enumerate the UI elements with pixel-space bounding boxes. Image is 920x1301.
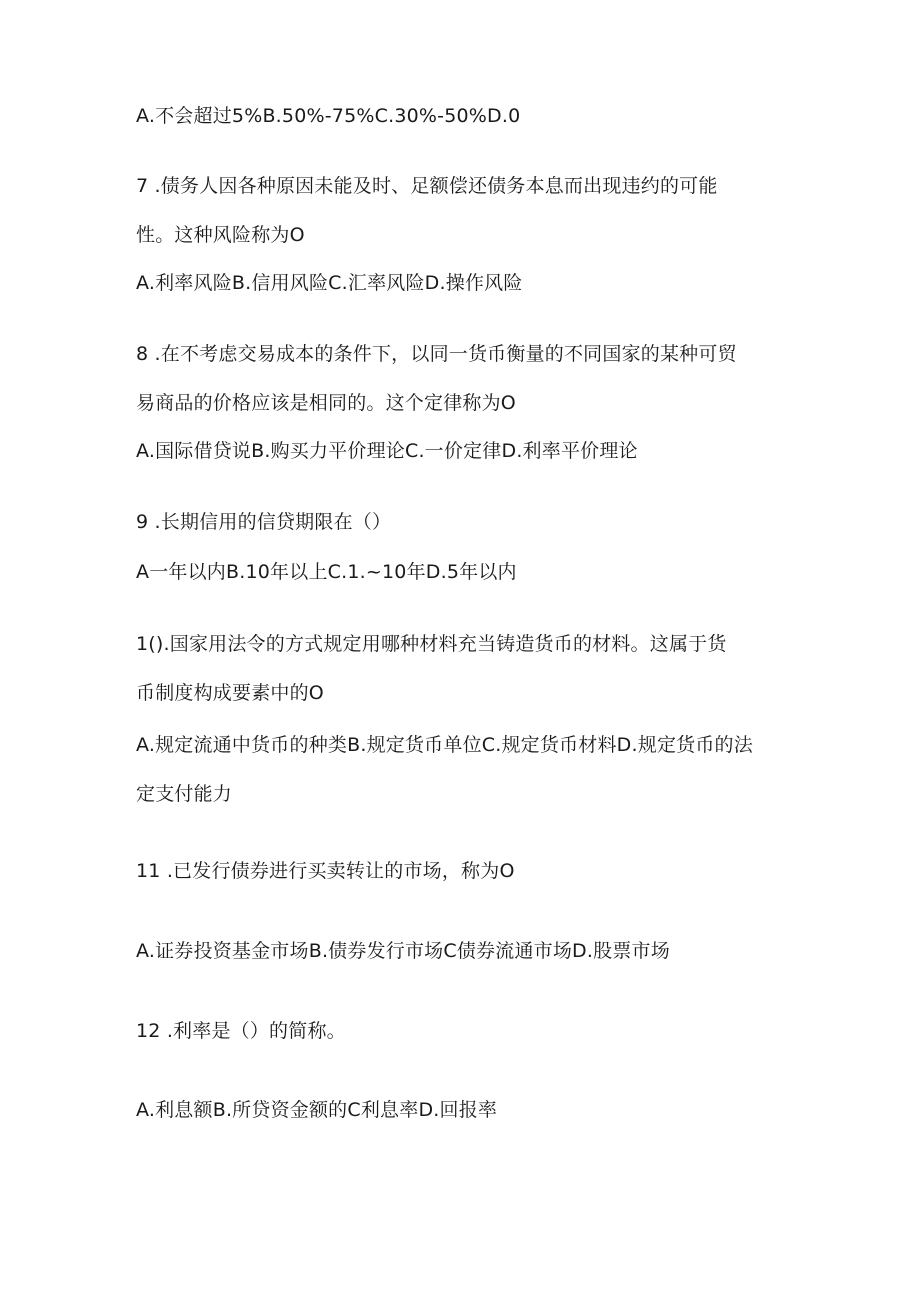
q12-question: 12 .利率是（）的简称。 [136, 1020, 346, 1042]
q10-options-line-2: 定支付能力 [136, 783, 233, 805]
q7-question-line-2: 性。这种风险称为O [136, 224, 305, 246]
q8-question-line-2: 易商品的价格应该是相同的。这个定律称为O [136, 392, 516, 414]
q7-options: A.利率风险B.信用风险C.汇率风险D.操作风险 [136, 272, 523, 294]
q8-options: A.国际借贷说B.购买力平价理论C.一价定律D.利率平价理论 [136, 440, 638, 462]
q9-options: A一年以内B.10年以上C.1.~10年D.5年以内 [136, 561, 517, 583]
q6-options: A.不会超过5%B.50%-75%C.30%-50%D.0 [136, 105, 521, 127]
q10-question-line-2: 币制度构成要素中的O [136, 682, 324, 704]
q9-question: 9 .长期信用的信贷期限在（） [136, 511, 392, 533]
q10-question-line-1: 1().国家用法令的方式规定用哪种材料充当铸造货币的材料。这属于货 [136, 633, 727, 655]
q7-question-line-1: 7 .债务人因各种原因未能及时、足额偿还债务本息而出现违约的可能 [136, 175, 718, 197]
q11-options: A.证券投资基金市场B.债券发行市场C债券流通市场D.股票市场 [136, 940, 670, 962]
q12-options: A.利息额B.所贷资金额的C利息率D.回报率 [136, 1099, 498, 1121]
q10-options-line-1: A.规定流通中货币的种类B.规定货币单位C.规定货币材料D.规定货币的法 [136, 734, 753, 756]
q11-question: 11 .已发行债券进行买卖转让的市场，称为O [136, 860, 515, 882]
q8-question-line-1: 8 .在不考虑交易成本的条件下，以同一货币衡量的不同国家的某种可贸 [136, 343, 737, 365]
